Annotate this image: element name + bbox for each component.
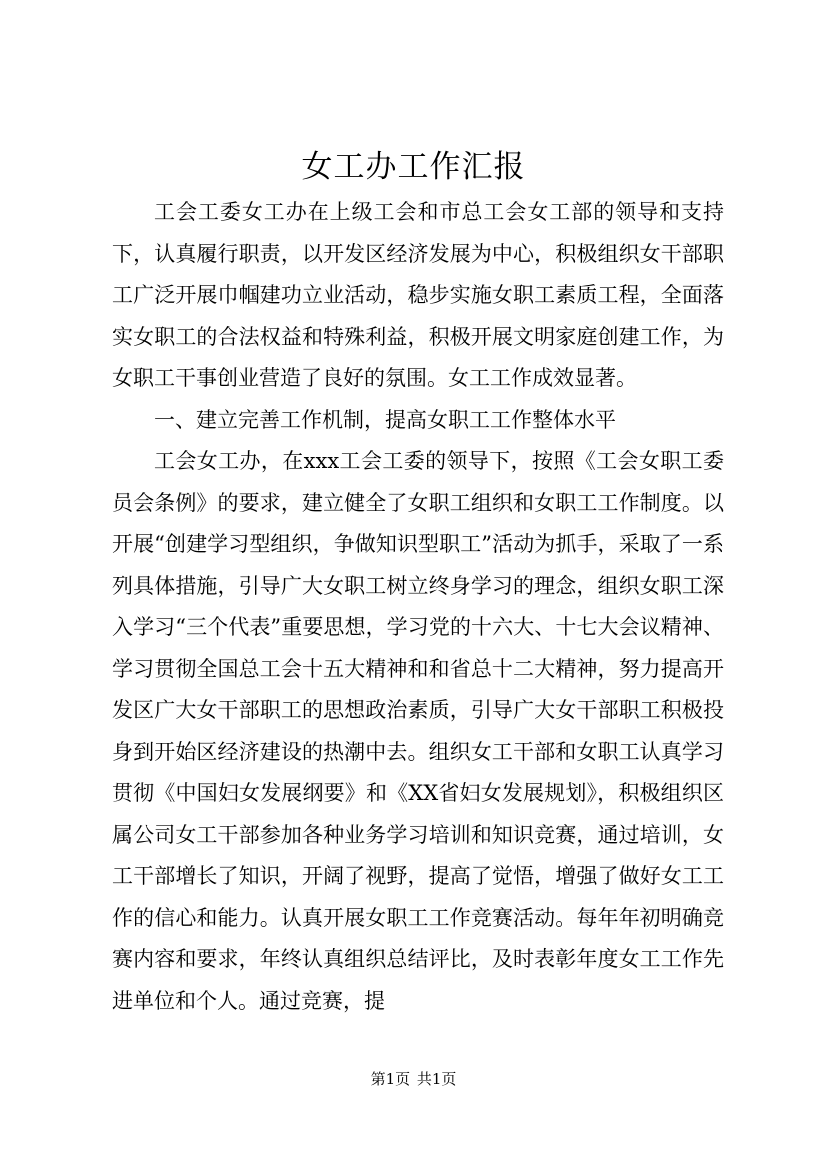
document-body (112, 192, 724, 1022)
document-title: 女工办工作汇报 (301, 149, 526, 185)
section-heading-1: 一、建立完善工作机制，提高女职工工作整体水平 (154, 407, 616, 432)
paragraph-section-1: 工会女工办，在xxx工会工委的领导下，按照《工会女职工委员会条例》的要求，建立健全了女职工组织和女职工工作制度。以开展“创建学习型组织，争做知识型职工”活动为抓手，采取了一系列具体措施，引导广大女职工树立终身学习的理念，组织女职工深入学习“三个代表”重要思想，学习党的十六大、十七大会议精神、学习贯彻全国总工会十五大精神和和省总十二大精神，努力提高开发区广大女干部职工的思想政治素质，引导广大女干部职工积极投身到开始区经济建设的热潮中去。组织女工干部和女职工认真学习贯彻《中国妇女发展纲要》和《XX省妇女发展规划》，积极组织区属公司女工干部参加各种业务学习培训和知识竞赛，通过培训，女工干部增长了知识，开阔了视野，提高了觉悟，增强了做好女工工作的信心和能力。认真开展女职工工作竞赛活动。每年年初明确竞赛内容和要求，年终认真组织总结评比，及时表彰年度女工工作先进单位和个人。通过竞赛，提 (112, 449, 724, 1013)
paragraph-intro: 工会工委女工办在上级工会和市总工会女工部的领导和支持下，认真履行职责，以开发区经济发展为中心，积极组织女干部职工广泛开展巾帼建功立业活动，稳步实施女职工素质工程，全面落实女职工的合法权益和特殊利益，积极开展文明家庭创建工作，为女职工干事创业营造了良好的氛围。女工工作成效显著。 (112, 200, 724, 390)
page-footer: 第1页 共1页 (370, 1070, 457, 1088)
